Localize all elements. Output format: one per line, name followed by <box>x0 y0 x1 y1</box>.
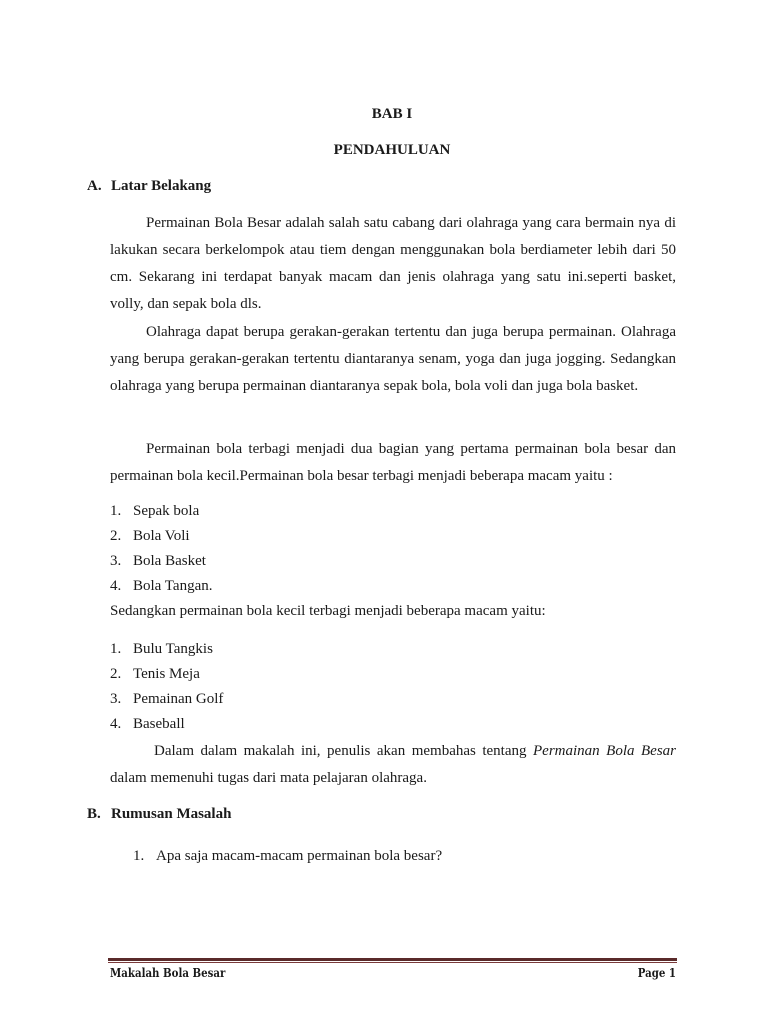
list-item: 3. Pemainan Golf <box>110 691 224 707</box>
list-item: 1. Bulu Tangkis <box>110 641 213 657</box>
chapter-title: PENDAHULUAN <box>333 142 451 158</box>
section-title: Rumusan Masalah <box>111 806 232 822</box>
list-item: 4. Baseball <box>110 716 185 732</box>
question-item: 1. Apa saja macam-macam permainan bola besar? <box>133 848 443 864</box>
paragraph-3: Permainan bola terbagi menjadi dua bagian yang pertama permainan bola besar dan permainan bola kecil.Permainan bola besar terbagi menjadi beberapa macam yaitu : <box>110 441 676 484</box>
page-number: Page 1 <box>637 966 676 980</box>
emphasis-topic: Permainan Bola Besar <box>533 743 677 759</box>
list-item: 1. Sepak bola <box>110 503 200 519</box>
list-item: 3. Bola Basket <box>110 553 206 569</box>
section-heading-rumusan-masalah <box>87 806 231 823</box>
list-item: 2. Bola Voli <box>110 528 190 544</box>
list-item: 4. Bola Tangan. <box>110 578 213 594</box>
section-number: A. <box>87 178 102 194</box>
closing-paragraph: Dalam dalam makalah ini, penulis akan membahas tentang Permainan Bola Besar dalam memenuhi tugas dari mata pelajaran olahraga. <box>110 743 677 786</box>
footer-title: Makalah Bola Besar <box>110 966 226 980</box>
footer-divider-thin <box>108 962 677 963</box>
section-title: Latar Belakang <box>111 178 212 194</box>
footer-divider-thick <box>108 958 677 961</box>
small-ball-intro: Sedangkan permainan bola kecil terbagi menjadi beberapa macam yaitu: <box>110 603 546 619</box>
section-number: B. <box>87 806 101 822</box>
list-item: 2. Tenis Meja <box>110 666 200 682</box>
paragraph-1: Permainan Bola Besar adalah salah satu cabang dari olahraga yang cara bermain nya di lakukan secara berkelompok atau tiem dengan menggunakan bola berdiameter lebih dari 50 cm. Sekarang ini terdapat banyak macam dan jenis olahraga yang satu ini.seperti basket, volly, dan sepak bola dls. <box>110 215 676 312</box>
chapter-label: BAB I <box>371 106 413 122</box>
paragraph-2: Olahraga dapat berupa gerakan-gerakan tertentu dan juga berupa permainan. Olahraga yang berupa gerakan-gerakan tertentu diantaranya senam, yoga dan juga jogging. Sedangkan olahraga yang berupa permainan diantaranya sepak bola, bola voli dan juga bola basket. <box>110 324 676 394</box>
section-heading-latar-belakang <box>87 178 211 195</box>
